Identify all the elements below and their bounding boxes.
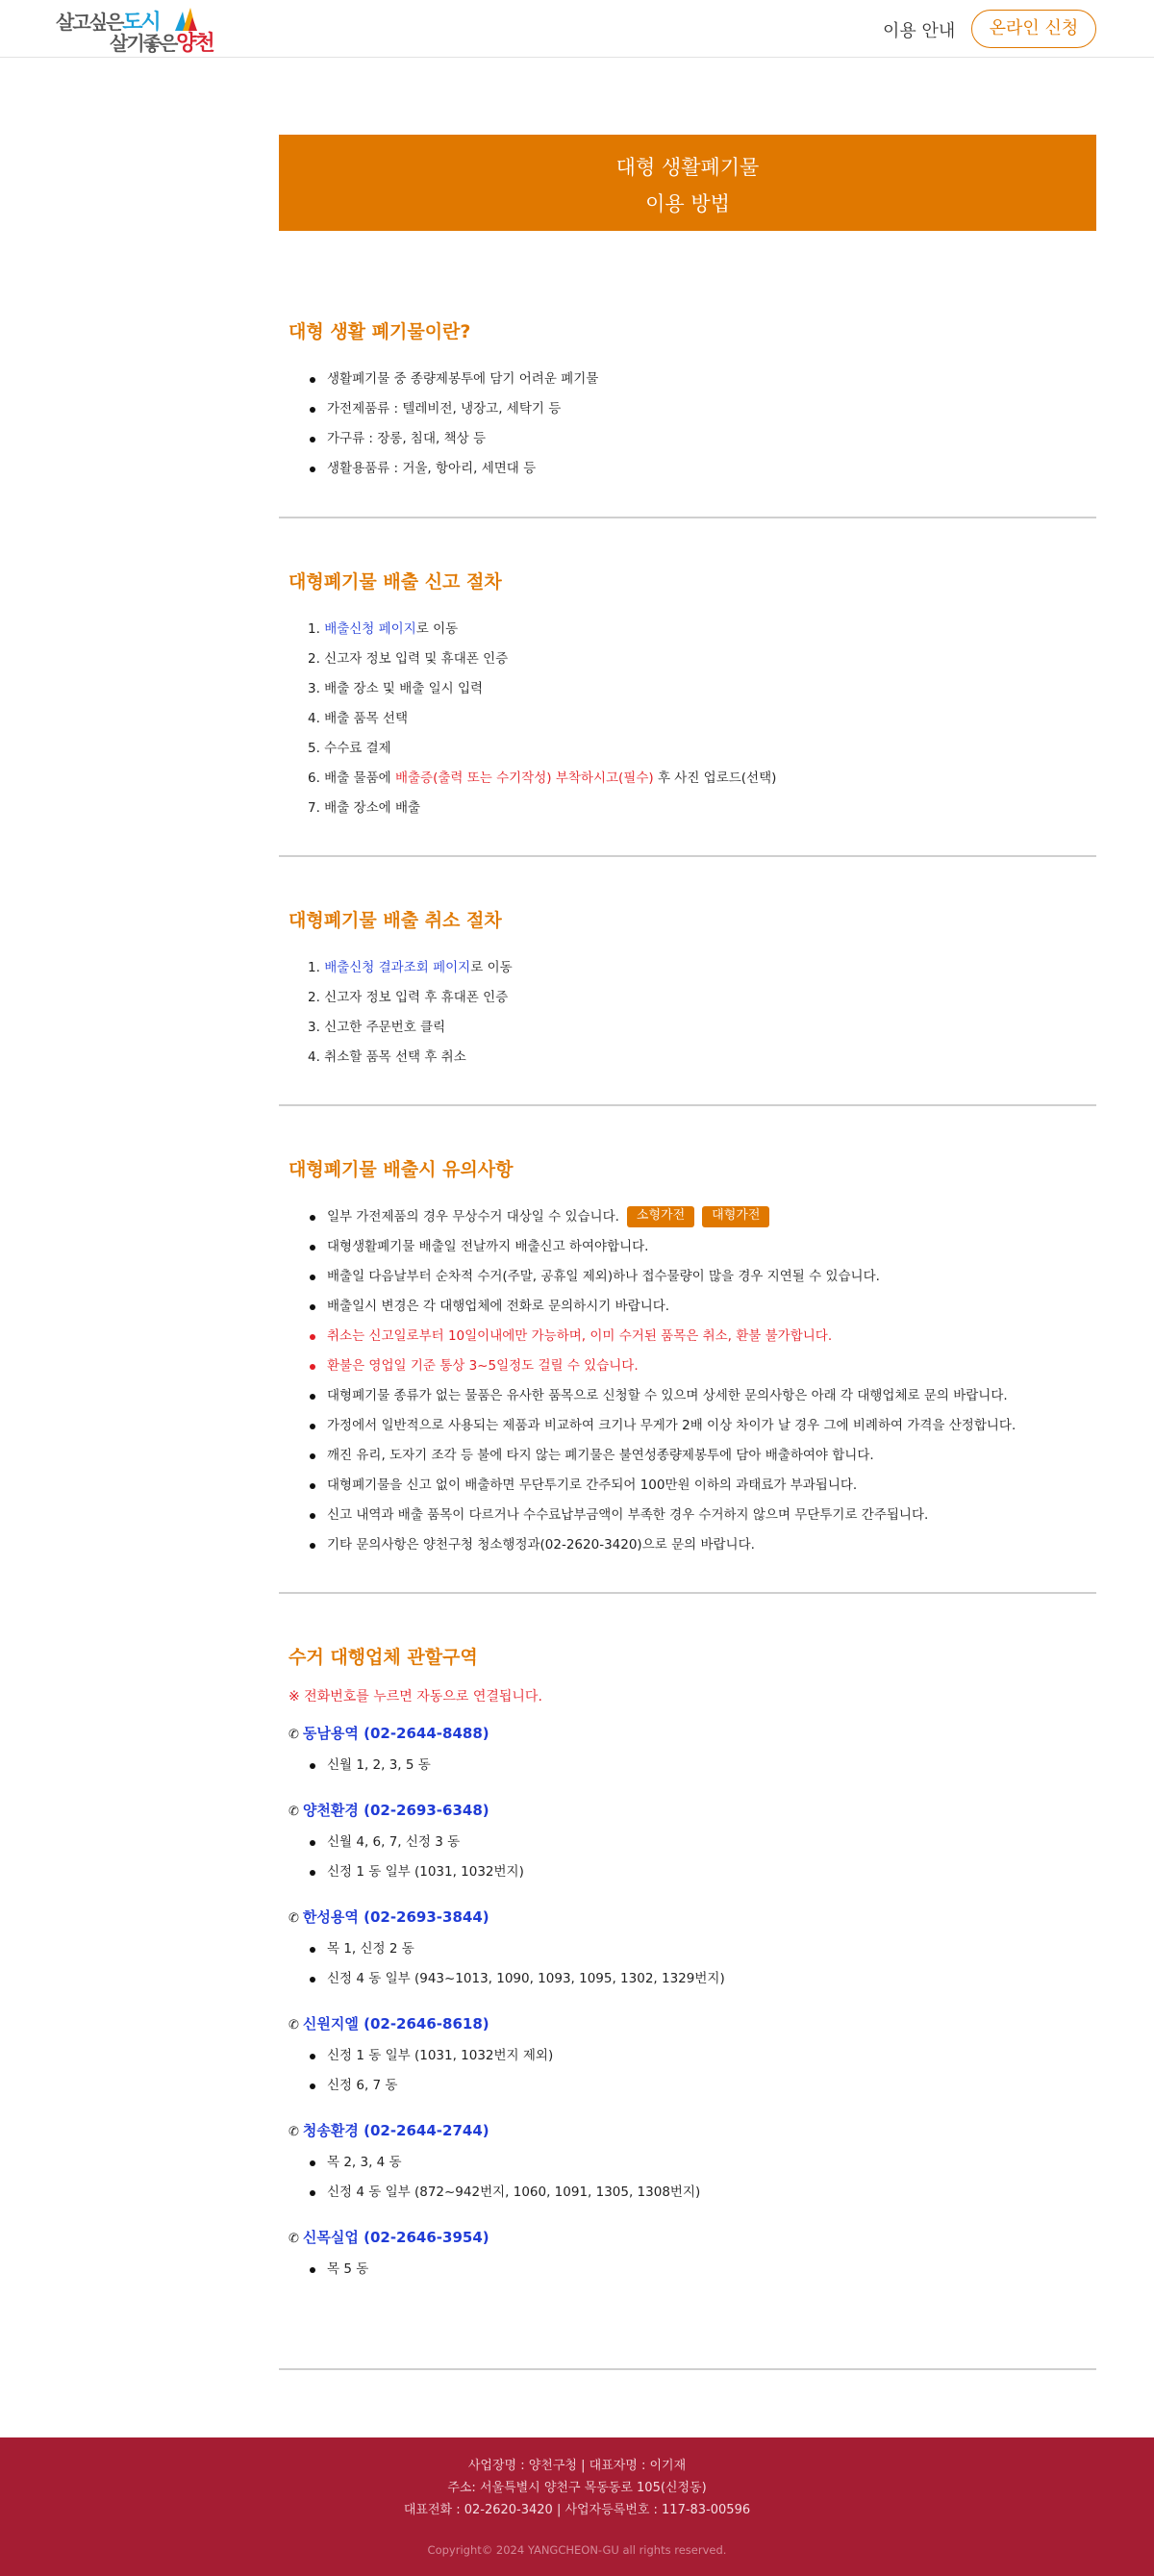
area-item: 신월 1, 2, 3, 5 동 bbox=[308, 1751, 1096, 1780]
list-item: 신고 내역과 배출 품목이 다르거나 수수료납부금액이 부족한 경우 수거하지 않으며 무단투기로 간주됩니다. bbox=[308, 1501, 1096, 1530]
section-precautions bbox=[279, 1155, 1096, 1560]
area-item: 목 1, 신정 2 동 bbox=[308, 1934, 1096, 1964]
company-name: 신목실업 (02-2646-3954) bbox=[302, 2229, 489, 2246]
apply-page-link[interactable]: 배출신청 페이지 bbox=[324, 621, 416, 637]
company-block bbox=[279, 1723, 1096, 1780]
warning-item: 환불은 영업일 기준 통상 3~5일정도 걸릴 수 있습니다. bbox=[308, 1351, 1096, 1381]
logo-text-accent2: 양천 bbox=[176, 32, 213, 56]
list-item: 배출일 다음날부터 순차적 수거(주말, 공휴일 제외)하나 접수물량이 많을 경우 지연될 수 있습니다. bbox=[308, 1262, 1096, 1292]
area-list bbox=[308, 1934, 1096, 1994]
area-item: 신정 1 동 일부 (1031, 1032번지) bbox=[308, 1857, 1096, 1887]
area-item: 목 2, 3, 4 동 bbox=[308, 2148, 1096, 2178]
company-phone-link[interactable] bbox=[288, 1907, 1096, 1927]
company-block bbox=[279, 2120, 1096, 2208]
company-name: 신원지엘 (02-2646-8618) bbox=[302, 2015, 489, 2033]
phone-icon: ✆ bbox=[288, 2125, 299, 2139]
section-report-procedure bbox=[279, 568, 1096, 823]
section-title: 대형폐기물 배출시 유의사항 bbox=[288, 1159, 514, 1180]
section-divider bbox=[279, 517, 1096, 518]
area-list bbox=[308, 2255, 1096, 2285]
list-item: 가정에서 일반적으로 사용되는 제품과 비교하여 크기나 무게가 2배 이상 차이가 날 경우 그에 비례하여 가격을 산정합니다. bbox=[308, 1411, 1096, 1441]
large-appliance-button[interactable]: 대형가전 bbox=[702, 1206, 769, 1227]
section-divider bbox=[279, 1104, 1096, 1106]
section-title: 대형폐기물 배출 취소 절차 bbox=[288, 910, 502, 931]
section-what-is bbox=[279, 317, 1096, 484]
list-item: 생활폐기물 중 종량제봉투에 담기 어려운 폐기물 bbox=[308, 365, 1096, 394]
step-text: 로 이동 bbox=[470, 960, 513, 975]
result-lookup-link[interactable]: 배출신청 결과조회 페이지 bbox=[324, 960, 471, 975]
section-divider bbox=[279, 2368, 1096, 2370]
nav-usage-guide[interactable]: 이용 안내 bbox=[883, 21, 956, 41]
area-item: 신월 4, 6, 7, 신정 3 동 bbox=[308, 1828, 1096, 1857]
area-list bbox=[308, 1828, 1096, 1887]
cancel-steps bbox=[308, 953, 1096, 1073]
company-phone-link[interactable] bbox=[288, 2227, 1096, 2247]
list-item: 대형폐기물을 신고 없이 배출하면 무단투기로 간주되어 100만원 이하의 과태료가 부과됩니다. bbox=[308, 1471, 1096, 1501]
site-footer bbox=[0, 2437, 1154, 2576]
warning-item: 취소는 신고일로부터 10일이내에만 가능하며, 이미 수거된 품목은 취소, 환불 불가합니다. bbox=[308, 1322, 1096, 1351]
phone-icon: ✆ bbox=[288, 2018, 299, 2033]
precautions-list bbox=[308, 1202, 1096, 1560]
step-item: 5. 수수료 결제 bbox=[308, 741, 391, 756]
area-item: 신정 4 동 일부 (943~1013, 1090, 1093, 1095, 1302, 1329번지) bbox=[308, 1964, 1096, 1994]
step-number: 1. bbox=[308, 960, 320, 975]
footer-copyright: Copyright© 2024 YANGCHEON-GU all rights reserved. bbox=[427, 2543, 727, 2557]
page-banner bbox=[279, 135, 1096, 231]
step-warning-text: 배출증(출력 또는 수기작성) 부착하시고(필수) bbox=[394, 770, 654, 786]
list-item: 대형생활폐기물 배출일 전날까지 배출신고 하여야합니다. bbox=[308, 1232, 1096, 1262]
section-collection-areas bbox=[279, 1643, 1096, 2285]
logo-text-line1: 살고싶은 bbox=[56, 11, 123, 34]
company-phone-link[interactable] bbox=[288, 1800, 1096, 1820]
banner-title-line2: 이용 방법 bbox=[645, 192, 730, 215]
company-name: 양천환경 (02-2693-6348) bbox=[302, 1802, 489, 1819]
section-title: 대형 생활 폐기물이란? bbox=[288, 321, 471, 342]
area-item: 신정 4 동 일부 (872~942번지, 1060, 1091, 1305, 1308번지) bbox=[308, 2178, 1096, 2208]
section-title: 수거 대행업체 관할구역 bbox=[288, 1647, 478, 1668]
banner-title-line1: 대형 생활폐기물 bbox=[615, 156, 760, 179]
step-item: 3. 신고한 주문번호 클릭 bbox=[308, 1020, 446, 1035]
footer-contact: 대표전화 : 02-2620-3420 | 사업자등록번호 : 117-83-00596 bbox=[403, 2503, 751, 2517]
step-item bbox=[308, 953, 1096, 983]
step-item: 2. 신고자 정보 입력 후 휴대폰 인증 bbox=[308, 990, 509, 1005]
company-block bbox=[279, 1800, 1096, 1887]
area-item: 목 5 동 bbox=[308, 2255, 1096, 2285]
list-item: 생활용품류 : 거울, 항아리, 세면대 등 bbox=[308, 454, 1096, 484]
step-text: 로 이동 bbox=[415, 621, 459, 637]
company-phone-link[interactable] bbox=[288, 1723, 1096, 1743]
phone-icon: ✆ bbox=[288, 1911, 299, 1926]
phone-icon: ✆ bbox=[288, 1728, 299, 1742]
footer-business-info: 사업장명 : 양천구청 | 대표자명 : 이기재 bbox=[467, 2459, 687, 2473]
step-item: 4. 취소할 품목 선택 후 취소 bbox=[308, 1049, 466, 1065]
company-block bbox=[279, 2013, 1096, 2101]
step-item: 7. 배출 장소에 배출 bbox=[308, 800, 421, 816]
area-item: 신정 1 동 일부 (1031, 1032번지 제외) bbox=[308, 2041, 1096, 2071]
step-item: 2. 신고자 정보 입력 및 휴대폰 인증 bbox=[308, 651, 509, 667]
step-item bbox=[308, 764, 1096, 794]
company-phone-link[interactable] bbox=[288, 2120, 1096, 2140]
section-divider bbox=[279, 855, 1096, 857]
step-item: 3. 배출 장소 및 배출 일시 입력 bbox=[308, 681, 484, 696]
list-item: 대형폐기물 종류가 없는 물품은 유사한 품목으로 신청할 수 있으며 상세한 문의사항은 아래 각 대행업체로 문의 바랍니다. bbox=[308, 1381, 1096, 1411]
area-item: 신정 6, 7 동 bbox=[308, 2071, 1096, 2101]
step-item: 4. 배출 품목 선택 bbox=[308, 711, 408, 726]
area-list bbox=[308, 1751, 1096, 1780]
step-text: 6. 배출 물품에 bbox=[308, 770, 391, 786]
list-item: 가전제품류 : 텔레비전, 냉장고, 세탁기 등 bbox=[308, 394, 1096, 424]
list-item: 배출일시 변경은 각 대행업체에 전화로 문의하시기 바랍니다. bbox=[308, 1292, 1096, 1322]
area-list bbox=[308, 2148, 1096, 2208]
list-item-text: 일부 가전제품의 경우 무상수거 대상일 수 있습니다. bbox=[327, 1209, 619, 1225]
phone-icon: ✆ bbox=[288, 2232, 299, 2246]
step-item bbox=[308, 615, 1096, 644]
company-name: 동남용역 (02-2644-8488) bbox=[302, 1725, 489, 1742]
small-appliance-button[interactable]: 소형가전 bbox=[627, 1206, 694, 1227]
list-item: 깨진 유리, 도자기 조각 등 불에 타지 않는 폐기물은 불연성종량제봉투에 담아 배출하여야 합니다. bbox=[308, 1441, 1096, 1471]
step-text: 후 사진 업로드(선택) bbox=[657, 770, 777, 786]
list-item: 기타 문의사항은 양천구청 청소행정과(02-2620-3420)으로 문의 바랍니다. bbox=[308, 1530, 1096, 1560]
section-divider bbox=[279, 1592, 1096, 1594]
section-title: 대형폐기물 배출 신고 절차 bbox=[288, 571, 502, 593]
logo-text-line2: 살기좋은 bbox=[110, 32, 177, 55]
definition-list bbox=[308, 365, 1096, 484]
company-block bbox=[279, 1907, 1096, 1994]
section-cancel-procedure bbox=[279, 906, 1096, 1073]
site-logo[interactable] bbox=[56, 6, 229, 54]
step-number: 1. bbox=[308, 621, 320, 637]
online-apply-button[interactable]: 온라인 신청 bbox=[971, 10, 1096, 48]
site-header bbox=[0, 0, 1154, 58]
area-list bbox=[308, 2041, 1096, 2101]
list-item bbox=[308, 1202, 1096, 1232]
phone-icon: ✆ bbox=[288, 1805, 299, 1819]
company-name: 청송환경 (02-2644-2744) bbox=[302, 2122, 489, 2139]
phone-note: ※ 전화번호를 누르면 자동으로 연결됩니다. bbox=[288, 1689, 542, 1705]
company-block bbox=[279, 2227, 1096, 2285]
logo-text-accent1: 도시 bbox=[122, 11, 160, 35]
footer-address: 주소: 서울특별시 양천구 목동동로 105(신정동) bbox=[447, 2481, 707, 2495]
company-phone-link[interactable] bbox=[288, 2013, 1096, 2033]
list-item: 가구류 : 장롱, 침대, 책상 등 bbox=[308, 424, 1096, 454]
report-steps bbox=[308, 615, 1096, 823]
company-name: 한성용역 (02-2693-3844) bbox=[302, 1908, 489, 1926]
